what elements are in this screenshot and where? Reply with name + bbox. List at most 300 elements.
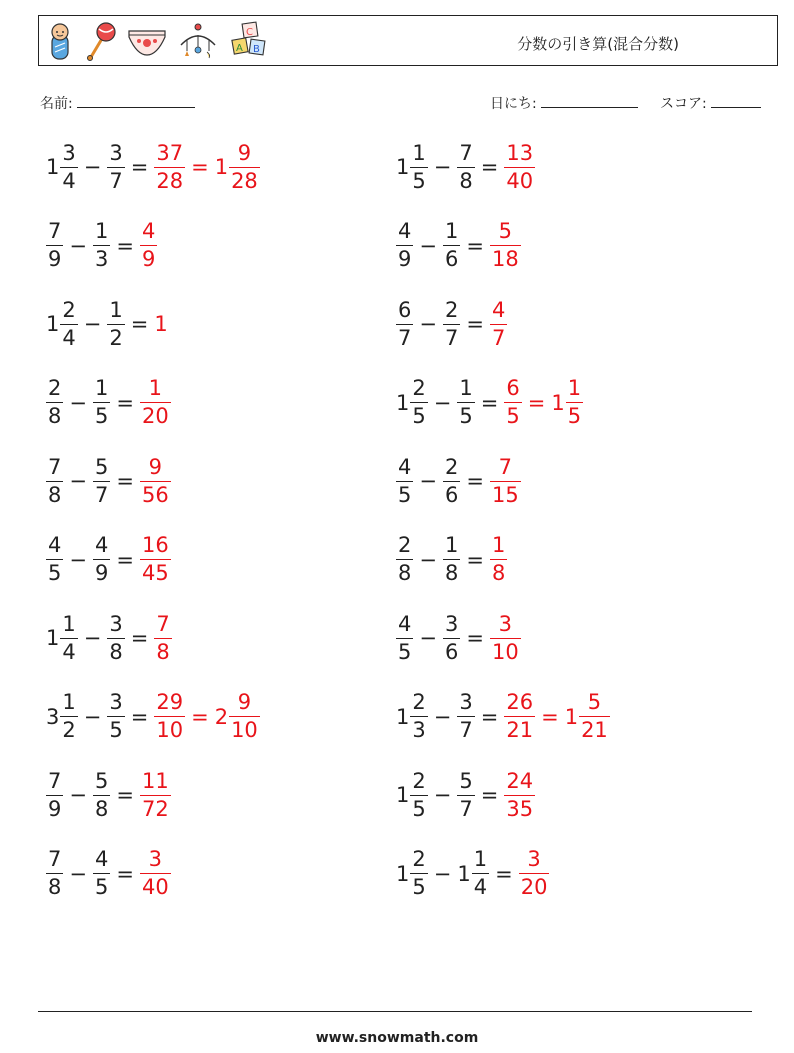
denominator: 4	[62, 325, 76, 350]
numerator: 7	[48, 219, 62, 243]
name-label: 名前:	[40, 96, 73, 112]
fraction	[410, 768, 427, 821]
equals-sign: =	[116, 547, 134, 572]
fraction	[46, 768, 63, 821]
denominator: 20	[520, 875, 548, 899]
fraction	[107, 692, 124, 741]
first-operand	[396, 297, 413, 350]
denominator: 8	[48, 404, 62, 428]
minus-sign: −	[83, 704, 102, 729]
numerator: 2	[412, 690, 426, 714]
second-operand	[443, 535, 460, 584]
answer-fraction	[140, 535, 171, 584]
svg-text:B: B	[253, 44, 260, 55]
answer	[140, 535, 171, 584]
numerator: 2	[398, 533, 412, 557]
denominator: 40	[141, 875, 169, 899]
problem-5	[46, 291, 168, 357]
answer-fraction	[490, 297, 507, 350]
second-operand	[93, 454, 110, 507]
fraction	[93, 378, 110, 427]
fraction	[457, 768, 474, 821]
answer	[504, 140, 535, 193]
problem-15	[46, 684, 260, 750]
answer-fraction	[504, 378, 521, 427]
first-operand	[396, 535, 413, 584]
first-operand	[46, 297, 78, 350]
mixed-answer	[565, 692, 610, 741]
denominator: 10	[231, 718, 258, 742]
numerator: 29	[156, 690, 184, 714]
equals-sign: =	[116, 233, 134, 258]
mobile-toy-icon	[177, 21, 219, 61]
denominator: 7	[398, 325, 412, 350]
worksheet-title: 分数の引き算(混合分数)	[517, 35, 679, 53]
fraction	[410, 378, 427, 427]
equals-sign: =	[466, 626, 484, 650]
denominator: 20	[141, 404, 169, 428]
answer	[154, 692, 259, 741]
equals-sign: =	[480, 155, 499, 179]
header-box	[38, 15, 778, 66]
fraction	[443, 221, 460, 270]
numerator: 2	[444, 454, 459, 479]
answer	[490, 454, 521, 507]
denominator: 21	[506, 718, 534, 742]
first-operand	[396, 849, 428, 898]
name-blank[interactable]	[77, 93, 195, 108]
denominator: 5	[459, 404, 473, 428]
problem-18	[396, 762, 535, 828]
fraction	[60, 611, 77, 664]
fraction	[396, 454, 413, 507]
second-operand	[457, 849, 489, 898]
denominator: 2	[109, 325, 123, 350]
equals-sign: =	[116, 390, 134, 415]
fraction	[46, 535, 63, 584]
equals-sign: =	[541, 704, 559, 729]
denominator: 4	[62, 639, 76, 664]
problem-19	[46, 841, 171, 907]
second-operand	[457, 378, 474, 427]
score-blank[interactable]	[711, 93, 761, 108]
date-blank[interactable]	[541, 93, 638, 108]
first-operand	[46, 768, 63, 821]
numerator: 1	[94, 219, 109, 243]
denominator: 10	[491, 639, 519, 664]
fraction	[93, 535, 110, 584]
header-icons	[47, 20, 269, 62]
footer-divider	[38, 1011, 752, 1012]
numerator: 9	[148, 454, 163, 479]
second-operand	[107, 611, 124, 664]
minus-sign: −	[433, 783, 452, 807]
answer-fraction	[154, 692, 185, 741]
second-operand	[443, 221, 460, 270]
footer-url: www.snowmath.com	[315, 1030, 479, 1046]
first-operand	[46, 140, 78, 193]
denominator: 7	[94, 482, 109, 507]
answer	[140, 221, 157, 270]
problem-13	[46, 605, 172, 671]
first-operand	[396, 454, 413, 507]
minus-sign: −	[69, 861, 87, 886]
answer-fraction	[490, 221, 521, 270]
numerator: 7	[459, 140, 473, 165]
numerator: 2	[444, 297, 459, 322]
problem-14	[396, 605, 521, 671]
fraction	[60, 692, 77, 741]
answer	[504, 378, 583, 427]
blocks-icon	[229, 21, 269, 61]
whole-number: 1	[214, 155, 229, 179]
minus-sign: −	[69, 390, 87, 415]
numerator: 3	[527, 847, 541, 871]
name-field	[40, 93, 195, 113]
numerator: 6	[398, 297, 412, 322]
fraction	[443, 454, 460, 507]
denominator: 40	[506, 168, 534, 193]
first-operand	[396, 768, 428, 821]
denominator: 7	[459, 718, 473, 742]
denominator: 8	[48, 482, 62, 507]
fraction	[396, 297, 413, 350]
minus-sign: −	[433, 390, 452, 415]
fraction	[60, 140, 77, 193]
equals-sign: =	[191, 155, 209, 179]
fraction	[229, 692, 260, 741]
equals-sign: =	[116, 861, 134, 886]
numerator: 1	[459, 376, 473, 400]
first-operand	[46, 221, 63, 270]
denominator: 5	[398, 482, 412, 507]
fraction	[410, 849, 427, 898]
second-operand	[443, 297, 460, 350]
equals-sign: =	[116, 469, 134, 493]
minus-sign: −	[69, 783, 87, 807]
numerator: 7	[48, 768, 62, 793]
problem-1	[46, 134, 260, 200]
fraction	[443, 611, 460, 664]
answer	[154, 312, 167, 336]
svg-text:A: A	[236, 43, 243, 54]
problem-20	[396, 841, 549, 907]
answer-whole: 1	[154, 312, 168, 336]
second-operand	[107, 297, 124, 350]
numerator: 2	[412, 768, 426, 793]
denominator: 5	[48, 561, 62, 585]
equals-sign: =	[130, 626, 149, 650]
fraction	[579, 692, 610, 741]
numerator: 4	[94, 847, 109, 871]
fraction	[566, 378, 583, 427]
fraction	[107, 611, 124, 664]
denominator: 5	[412, 404, 426, 428]
equals-sign: =	[495, 861, 513, 886]
second-operand	[457, 692, 474, 741]
second-operand	[107, 692, 124, 741]
whole-number: 1	[396, 783, 410, 807]
equals-sign: =	[130, 155, 149, 179]
problem-3	[46, 213, 157, 279]
first-operand	[46, 611, 78, 664]
fraction	[472, 849, 489, 898]
minus-sign: −	[419, 312, 437, 336]
minus-sign: −	[69, 469, 87, 493]
equals-sign: =	[527, 390, 546, 415]
second-operand	[443, 454, 460, 507]
fraction	[46, 221, 63, 270]
mixed-answer	[214, 140, 260, 193]
numerator: 2	[412, 847, 426, 871]
whole-number: 1	[46, 626, 60, 650]
answer	[490, 535, 507, 584]
problem-6	[396, 291, 507, 357]
first-operand	[396, 692, 428, 741]
fraction	[396, 221, 413, 270]
minus-sign: −	[83, 155, 102, 179]
denominator: 9	[48, 796, 62, 821]
numerator: 1	[444, 219, 459, 243]
problem-4	[396, 213, 521, 279]
numerator: 7	[48, 454, 62, 479]
minus-sign: −	[433, 704, 452, 729]
second-operand	[93, 768, 110, 821]
answer	[154, 140, 259, 193]
numerator: 4	[141, 219, 156, 243]
fraction	[396, 611, 413, 664]
numerator: 1	[491, 533, 506, 557]
denominator: 8	[48, 875, 62, 899]
second-operand	[107, 140, 124, 193]
answer	[490, 297, 507, 350]
numerator: 3	[109, 140, 123, 165]
answer	[140, 454, 171, 507]
whole-number: 3	[46, 704, 60, 729]
answer-fraction	[490, 535, 507, 584]
first-operand	[396, 140, 428, 193]
whole-number: 1	[46, 312, 60, 336]
first-operand	[396, 378, 428, 427]
denominator: 28	[156, 168, 184, 193]
denominator: 5	[412, 875, 426, 899]
minus-sign: −	[69, 233, 87, 258]
denominator: 6	[444, 247, 459, 271]
answer-fraction	[490, 611, 521, 664]
minus-sign: −	[419, 233, 437, 258]
denominator: 3	[412, 718, 426, 742]
denominator: 8	[444, 561, 459, 585]
first-operand	[46, 692, 78, 741]
second-operand	[93, 378, 110, 427]
fraction	[457, 140, 474, 193]
problem-16	[396, 684, 610, 750]
numerator: 7	[156, 611, 170, 636]
answer	[140, 849, 171, 898]
denominator: 9	[398, 247, 412, 271]
numerator: 7	[498, 454, 513, 479]
answer-fraction	[504, 768, 535, 821]
denominator: 5	[412, 168, 426, 193]
numerator: 5	[94, 454, 109, 479]
minus-sign: −	[419, 626, 437, 650]
denominator: 9	[141, 247, 156, 271]
numerator: 3	[109, 611, 123, 636]
answer	[140, 768, 171, 821]
answer-fraction	[140, 849, 171, 898]
denominator: 2	[62, 718, 76, 742]
answer-fraction	[519, 849, 550, 898]
denominator: 4	[62, 168, 76, 193]
minus-sign: −	[433, 861, 452, 886]
denominator: 7	[109, 168, 123, 193]
fraction	[396, 535, 413, 584]
problem-2	[396, 134, 535, 200]
denominator: 6	[444, 639, 459, 664]
answer	[504, 692, 609, 741]
problem-10	[396, 448, 521, 514]
second-operand	[443, 611, 460, 664]
denominator: 5	[506, 404, 520, 428]
numerator: 3	[148, 847, 163, 871]
problem-12	[396, 527, 507, 593]
numerator: 26	[506, 690, 534, 714]
answer-fraction	[154, 140, 185, 193]
numerator: 3	[109, 690, 123, 714]
numerator: 16	[141, 533, 169, 557]
numerator: 24	[506, 768, 534, 793]
answer-fraction	[140, 221, 157, 270]
fraction	[410, 140, 427, 193]
denominator: 9	[48, 247, 62, 271]
answer	[140, 378, 171, 427]
numerator: 3	[459, 690, 473, 714]
fraction	[443, 297, 460, 350]
fraction	[93, 221, 110, 270]
denominator: 7	[459, 796, 473, 821]
equals-sign: =	[480, 704, 499, 729]
second-operand	[457, 140, 474, 193]
numerator: 1	[412, 140, 426, 165]
answer	[154, 611, 171, 664]
rattle-icon	[83, 21, 117, 61]
minus-sign: −	[69, 547, 87, 572]
fraction	[46, 378, 63, 427]
denominator: 45	[141, 561, 169, 585]
equals-sign: =	[466, 547, 484, 572]
denominator: 21	[581, 718, 608, 742]
answer	[504, 768, 535, 821]
equals-sign: =	[480, 390, 499, 415]
denominator: 5	[109, 718, 123, 742]
fraction	[107, 140, 124, 193]
equals-sign: =	[466, 312, 484, 336]
fraction	[457, 378, 474, 427]
numerator: 1	[62, 611, 76, 636]
denominator: 5	[398, 639, 412, 664]
numerator: 1	[109, 297, 123, 322]
first-operand	[46, 849, 63, 898]
numerator: 2	[412, 376, 426, 400]
fraction	[443, 535, 460, 584]
date-field	[490, 93, 638, 113]
whole-number: 1	[551, 390, 565, 415]
fraction	[457, 692, 474, 741]
whole-number: 1	[396, 390, 410, 415]
problem-8	[396, 370, 583, 436]
minus-sign: −	[419, 469, 437, 493]
answer-fraction	[140, 768, 171, 821]
denominator: 7	[491, 325, 506, 350]
answer-fraction	[490, 454, 521, 507]
answer-fraction	[504, 692, 535, 741]
numerator: 4	[398, 454, 412, 479]
whole-number: 1	[396, 155, 410, 179]
whole-number: 2	[214, 704, 229, 729]
second-operand	[457, 768, 474, 821]
numerator: 1	[94, 376, 109, 400]
numerator: 1	[62, 690, 76, 714]
numerator: 3	[444, 611, 459, 636]
fraction	[93, 768, 110, 821]
whole-number: 1	[564, 704, 579, 729]
denominator: 8	[398, 561, 412, 585]
numerator: 3	[62, 140, 76, 165]
numerator: 4	[398, 611, 412, 636]
equals-sign: =	[130, 312, 149, 336]
whole-number: 1	[396, 861, 410, 886]
first-operand	[46, 535, 63, 584]
whole-number: 1	[396, 704, 410, 729]
fraction	[107, 297, 124, 350]
fraction	[46, 849, 63, 898]
numerator: 5	[459, 768, 473, 793]
denominator: 56	[141, 482, 169, 507]
mixed-answer	[551, 378, 583, 427]
problem-7	[46, 370, 171, 436]
numerator: 4	[48, 533, 62, 557]
score-field	[660, 93, 761, 113]
fraction	[93, 849, 110, 898]
numerator: 4	[94, 533, 109, 557]
denominator: 6	[444, 482, 459, 507]
equals-sign: =	[466, 233, 484, 258]
denominator: 8	[156, 639, 170, 664]
first-operand	[46, 378, 63, 427]
fraction	[60, 297, 77, 350]
answer-fraction	[154, 611, 171, 664]
whole-number: 1	[457, 861, 471, 886]
second-operand	[93, 849, 110, 898]
numerator: 11	[141, 768, 169, 793]
answer-fraction	[140, 378, 171, 427]
mixed-answer	[215, 692, 260, 741]
numerator: 5	[94, 768, 109, 793]
equals-sign: =	[466, 469, 484, 493]
numerator: 1	[473, 847, 488, 871]
denominator: 9	[94, 561, 109, 585]
numerator: 4	[398, 219, 412, 243]
minus-sign: −	[419, 547, 437, 572]
numerator: 37	[156, 140, 184, 165]
answer-fraction	[504, 140, 535, 193]
denominator: 8	[459, 168, 473, 193]
numerator: 3	[498, 611, 513, 636]
equals-sign: =	[116, 783, 134, 807]
fraction	[410, 692, 427, 741]
denominator: 10	[156, 718, 184, 742]
minus-sign: −	[83, 626, 102, 650]
